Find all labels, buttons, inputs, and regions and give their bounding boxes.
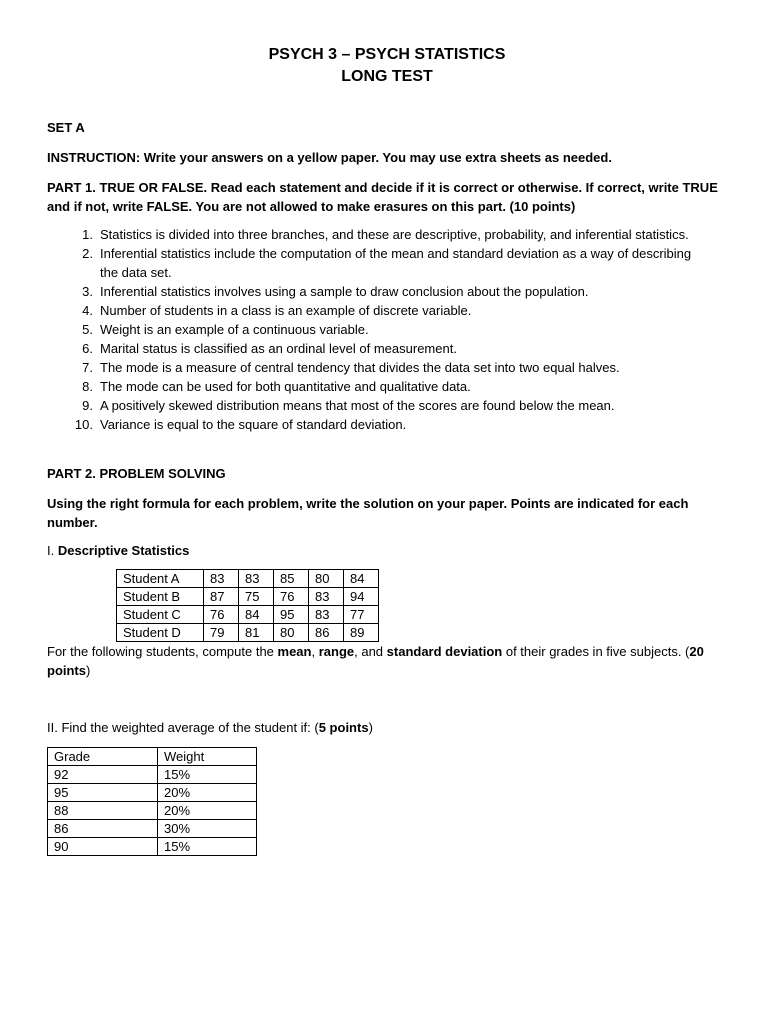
page-title: PSYCH 3 – PSYCH STATISTICS	[268, 46, 506, 63]
grade-cell: 90	[48, 838, 158, 856]
grade-cell: 76	[274, 588, 309, 606]
grade-cell: 80	[274, 624, 309, 642]
item-text: A positively skewed distribution means that most of the scores are found below the mean.	[100, 398, 615, 413]
grade-cell: 80	[309, 570, 344, 588]
item-number: 5.	[82, 322, 93, 337]
list-item	[47, 358, 727, 377]
bold-term: standard deviation	[386, 644, 503, 659]
item-number: 4.	[82, 303, 93, 318]
grade-cell: 77	[344, 606, 379, 624]
table-row	[48, 784, 257, 802]
page-subtitle: LONG TEST	[341, 68, 433, 85]
text-run: For the following students, compute the	[47, 644, 278, 659]
weighted-grades-table	[47, 747, 257, 856]
list-item	[47, 377, 727, 396]
list-item	[47, 244, 727, 282]
grade-cell: 94	[344, 588, 379, 606]
list-item	[47, 225, 727, 244]
grade-cell: 86	[48, 820, 158, 838]
student-name: Student C	[117, 606, 204, 624]
grade-cell: 83	[204, 570, 239, 588]
table-row	[117, 570, 379, 588]
table-row	[117, 588, 379, 606]
title-block	[47, 44, 727, 88]
item-number: 3.	[82, 284, 93, 299]
text-run: ,	[311, 644, 319, 659]
item-number: 8.	[82, 379, 93, 394]
item-number: 1.	[82, 227, 93, 242]
table-row	[48, 820, 257, 838]
column-header-grade: Grade	[48, 748, 158, 766]
text-run: II. Find the weighted average of the student if: (	[47, 720, 319, 735]
grade-cell: 84	[344, 570, 379, 588]
item-text: Variance is equal to the square of standard deviation.	[100, 417, 407, 432]
item-text: The mode can be used for both quantitative and qualitative data.	[100, 379, 471, 394]
grade-cell: 81	[239, 624, 274, 642]
weight-cell: 15%	[158, 838, 257, 856]
set-label: SET A	[47, 120, 85, 135]
grade-cell: 92	[48, 766, 158, 784]
list-item	[47, 320, 727, 339]
item-number: 9.	[82, 398, 93, 413]
student-name: Student A	[117, 570, 204, 588]
list-item	[47, 339, 727, 358]
grade-cell: 84	[239, 606, 274, 624]
grade-cell: 76	[204, 606, 239, 624]
item-number: 10.	[74, 417, 93, 432]
item-text: Number of students in a class is an example of discrete variable.	[100, 303, 472, 318]
grade-cell: 86	[309, 624, 344, 642]
part1-heading: PART 1. TRUE OR FALSE. Read each statement and decide if it is correct or otherwise. If correct, write TRUE and if not, write FALSE. You are not allowed to make erasures on this part. (10 points)	[47, 180, 718, 214]
grade-cell: 95	[274, 606, 309, 624]
grade-cell: 83	[239, 570, 274, 588]
item-number: 7.	[82, 360, 93, 375]
document-page	[47, 44, 727, 856]
bold-term: mean	[277, 644, 312, 659]
true-false-list	[47, 225, 727, 434]
item-number: 2.	[82, 246, 93, 261]
weight-cell: 15%	[158, 766, 257, 784]
text-run: )	[86, 663, 91, 678]
table-header-row	[48, 748, 257, 766]
grade-cell: 88	[48, 802, 158, 820]
weighted-heading	[47, 718, 727, 737]
item-text: Inferential statistics involves using a sample to draw conclusion about the population.	[100, 284, 589, 299]
weight-cell: 30%	[158, 820, 257, 838]
list-item	[47, 282, 727, 301]
grade-cell: 83	[309, 588, 344, 606]
section-title: Descriptive Statistics	[57, 543, 190, 558]
part2-heading: PART 2. PROBLEM SOLVING	[47, 466, 226, 481]
weight-cell: 20%	[158, 802, 257, 820]
weight-cell: 20%	[158, 784, 257, 802]
item-text: Inferential statistics include the computation of the mean and standard deviation as a way of describing the data set.	[100, 246, 692, 280]
grade-cell: 75	[239, 588, 274, 606]
item-number: 6.	[82, 341, 93, 356]
item-text: Statistics is divided into three branches, and these are descriptive, probability, and inferential statistics.	[100, 227, 689, 242]
grade-cell: 89	[344, 624, 379, 642]
text-run: of their grades in five subjects. (	[502, 644, 690, 659]
grade-cell: 79	[204, 624, 239, 642]
grade-cell: 85	[274, 570, 309, 588]
student-grades-table	[116, 569, 379, 642]
instruction-text: INSTRUCTION: Write your answers on a yellow paper. You may use extra sheets as needed.	[47, 150, 612, 165]
student-name: Student D	[117, 624, 204, 642]
part2-intro: Using the right formula for each problem, write the solution on your paper. Points are indicated for each number.	[47, 496, 689, 530]
list-item	[47, 301, 727, 320]
descriptive-instructions	[47, 642, 727, 680]
list-item	[47, 415, 727, 434]
column-header-weight: Weight	[158, 748, 257, 766]
grade-cell: 87	[204, 588, 239, 606]
bold-term: range	[318, 644, 355, 659]
text-run: , and	[354, 644, 387, 659]
item-text: The mode is a measure of central tendency that divides the data set into two equal halves.	[100, 360, 620, 375]
table-row	[48, 838, 257, 856]
grade-cell: 83	[309, 606, 344, 624]
bold-term: 5 points	[318, 720, 369, 735]
item-text: Weight is an example of a continuous variable.	[100, 322, 369, 337]
item-text: Marital status is classified as an ordinal level of measurement.	[100, 341, 457, 356]
grade-cell: 95	[48, 784, 158, 802]
table-row	[117, 624, 379, 642]
bold-term: 20 points	[47, 644, 704, 678]
student-name: Student B	[117, 588, 204, 606]
text-run: )	[368, 720, 373, 735]
table-row	[48, 766, 257, 784]
table-row	[117, 606, 379, 624]
descriptive-heading	[47, 541, 727, 560]
list-item	[47, 396, 727, 415]
section-number: I.	[47, 543, 58, 558]
table-row	[48, 802, 257, 820]
